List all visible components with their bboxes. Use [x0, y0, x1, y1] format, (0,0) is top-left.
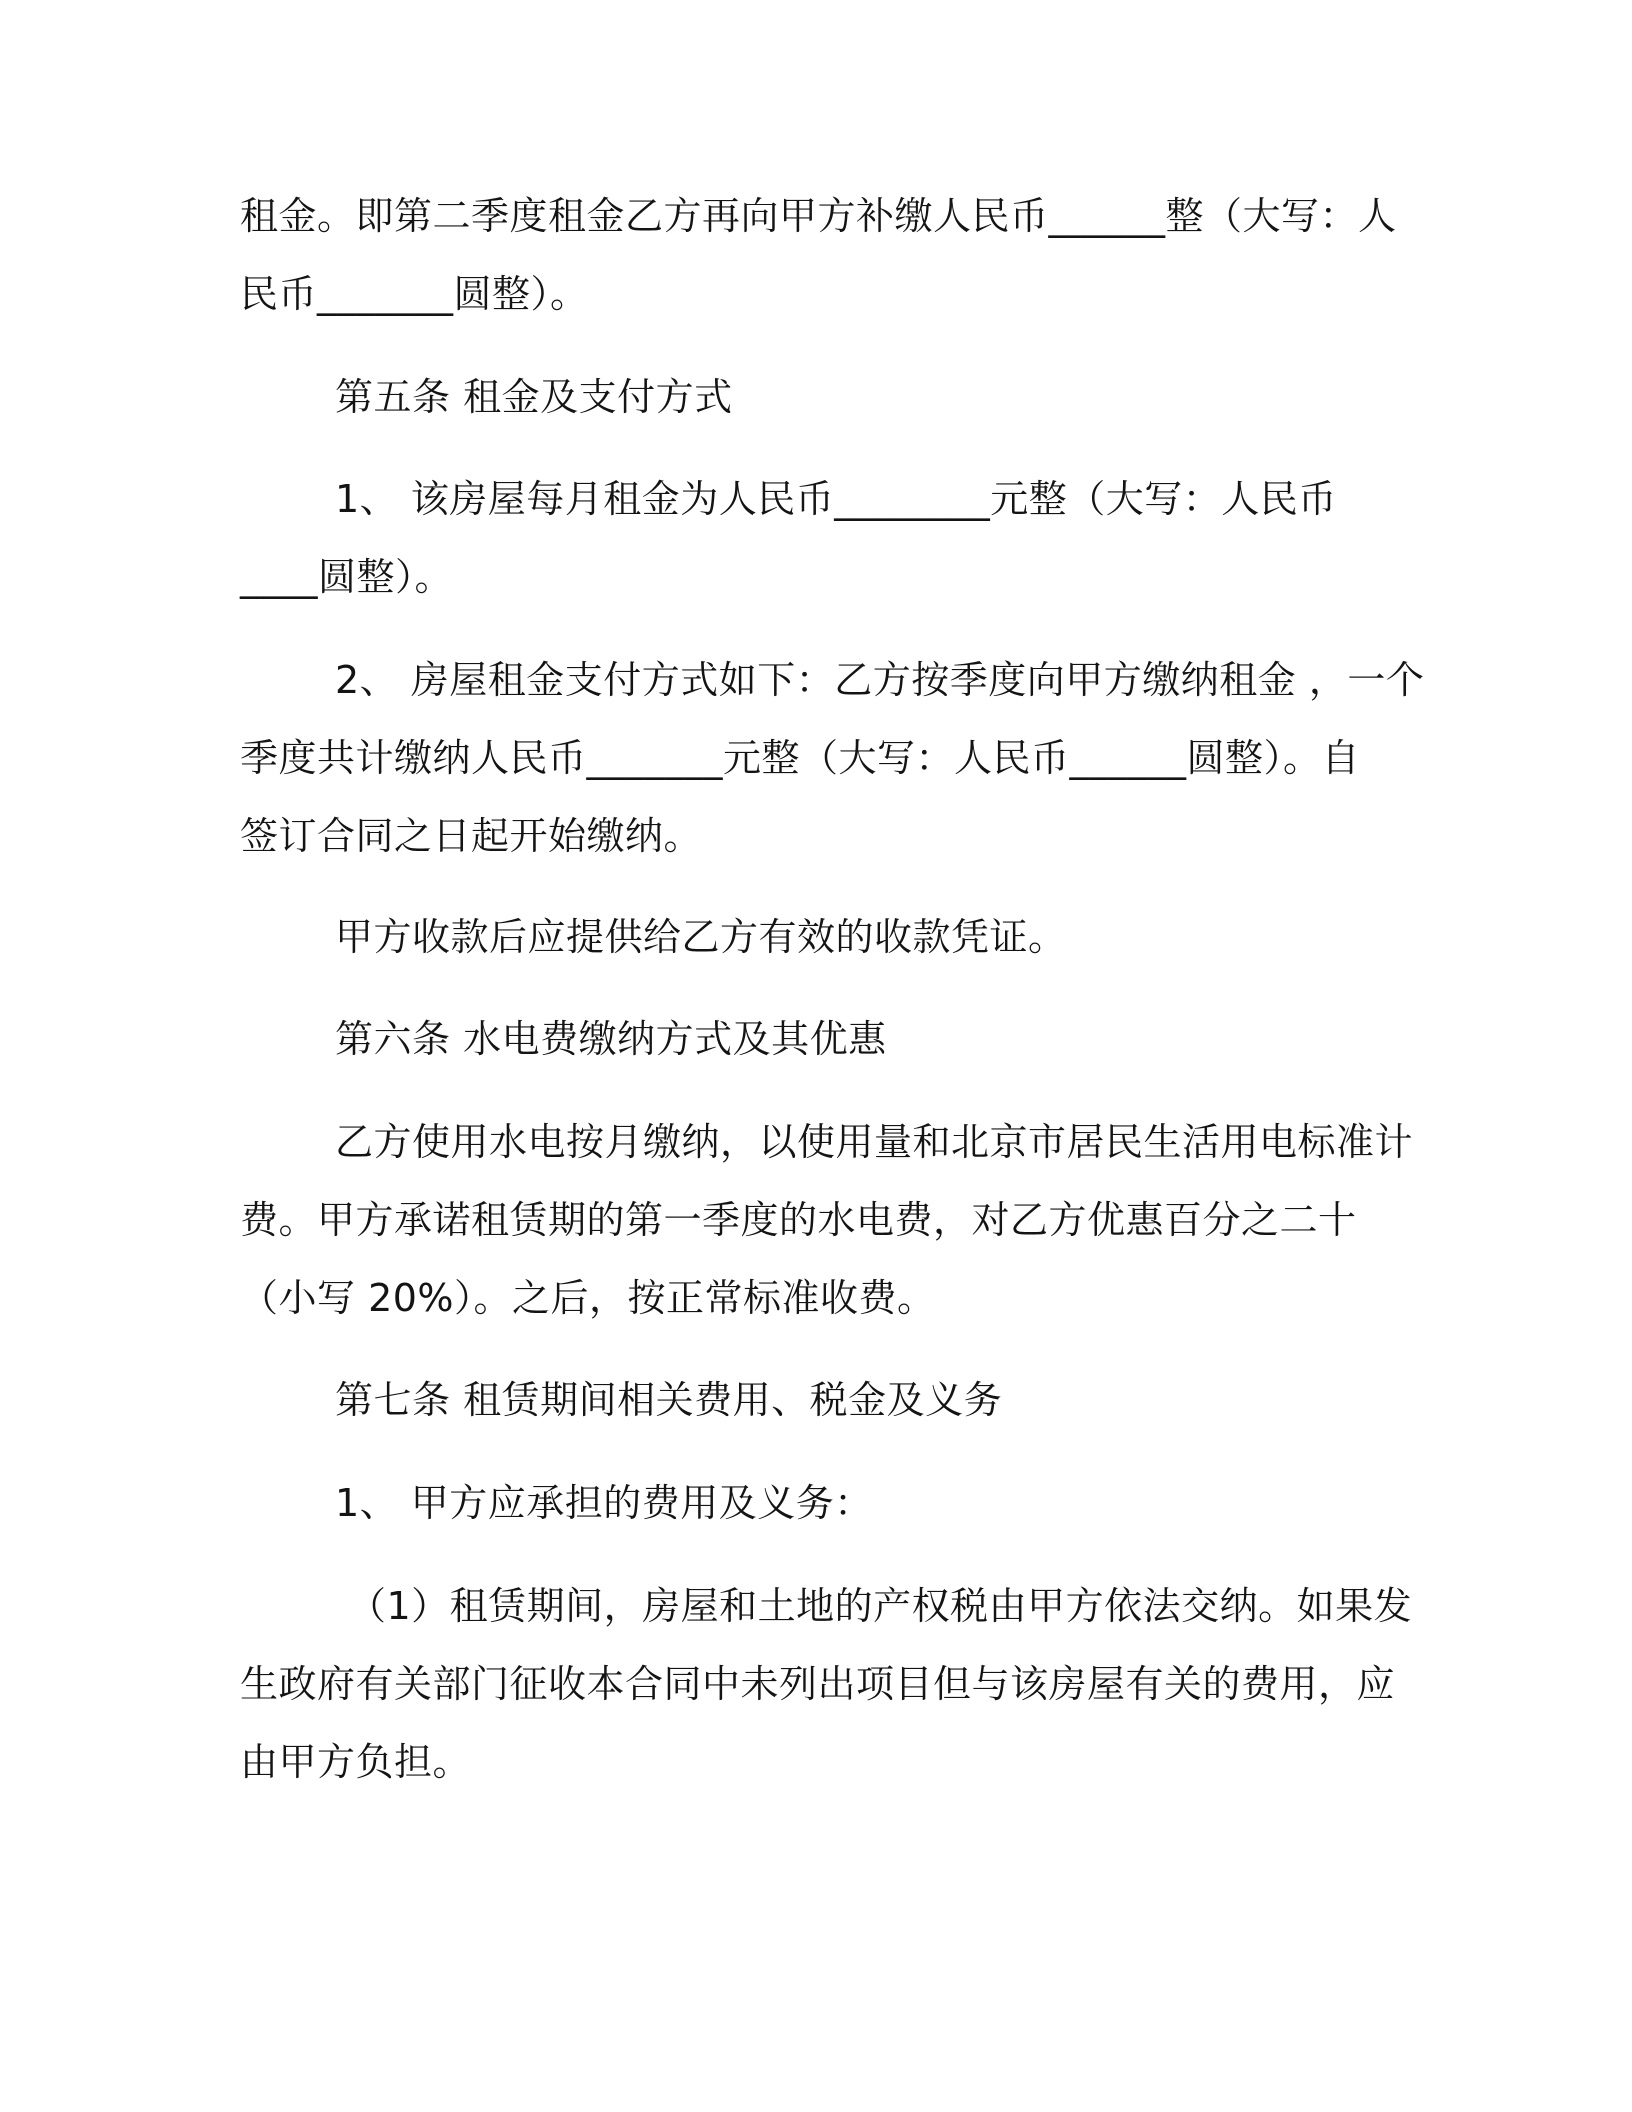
paragraph-line: 2、 房屋租金支付方式如下：乙方按季度向甲方缴纳租金 ，一个: [335, 658, 1425, 702]
paragraph-line: ____圆整）。: [240, 555, 454, 599]
paragraph-line: 签订合同之日起开始缴纳。: [240, 814, 703, 858]
paragraph-line: （1）租赁期间，房屋和土地的产权税由甲方依法交纳。如果发: [348, 1584, 1413, 1628]
paragraph-line: 1、 甲方应承担的费用及义务：: [335, 1481, 873, 1525]
paragraph-line: （小写 20%）。之后，按正常标准收费。: [240, 1276, 936, 1320]
paragraph-line: 由甲方负担。: [240, 1740, 472, 1784]
section-heading-5: 第五条 租金及支付方式: [335, 375, 733, 419]
paragraph-line: 乙方使用水电按月缴纳，以使用量和北京市居民生活用电标准计: [335, 1120, 1414, 1164]
paragraph-line: 租金。即第二季度租金乙方再向甲方补缴人民币______整（大写：人: [240, 194, 1397, 238]
section-heading-6: 第六条 水电费缴纳方式及其优惠: [335, 1017, 887, 1061]
paragraph-line: 甲方收款后应提供给乙方有效的收款凭证。: [335, 915, 1067, 959]
paragraph-line: 1、 该房屋每月租金为人民币________元整（大写：人民币: [335, 477, 1337, 521]
paragraph-line: 民币_______圆整）。: [240, 272, 589, 316]
paragraph-line: 费。甲方承诺租赁期的第一季度的水电费，对乙方优惠百分之二十: [240, 1198, 1357, 1242]
section-heading-7: 第七条 租赁期间相关费用、税金及义务: [335, 1378, 1003, 1422]
paragraph-line: 季度共计缴纳人民币_______元整（大写：人民币______圆整）。自: [240, 736, 1361, 780]
paragraph-line: 生政府有关部门征收本合同中未列出项目但与该房屋有关的费用，应: [240, 1662, 1396, 1706]
